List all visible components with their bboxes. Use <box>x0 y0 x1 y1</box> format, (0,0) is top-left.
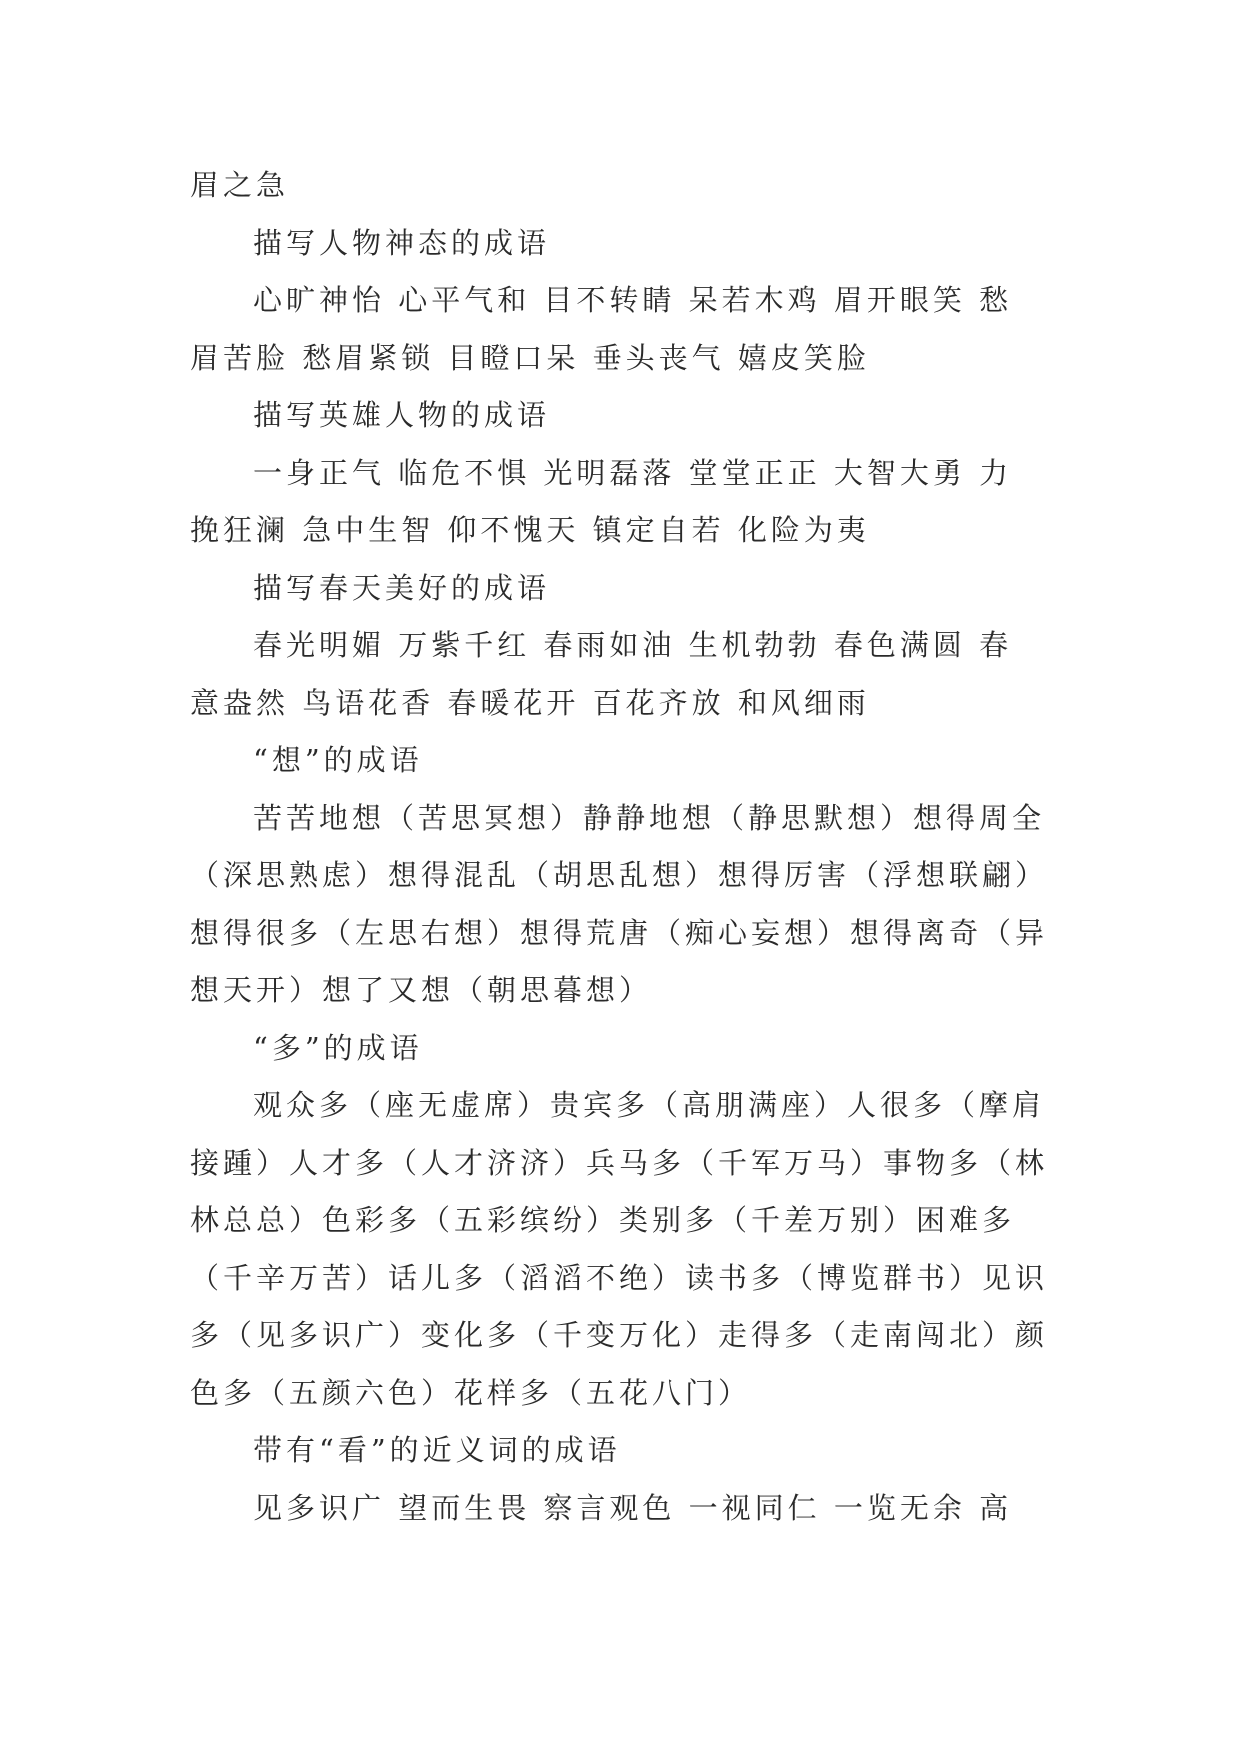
section-heading: 带有“看”的近义词的成语 <box>253 1433 621 1467</box>
text-line: 想得很多（左思右想）想得荒唐（痴心妄想）想得离奇（异 <box>190 915 1049 950</box>
section-heading: “想”的成语 <box>253 743 423 777</box>
text-line: （深思熟虑）想得混乱（胡思乱想）想得厉害（浮想联翩） <box>190 858 1049 892</box>
section-heading: 描写英雄人物的成语 <box>253 398 551 432</box>
text-line: 意盎然 鸟语花香 春暖花开 百花齐放 和风细雨 <box>190 685 870 720</box>
text-line: 心旷神怡 心平气和 目不转睛 呆若木鸡 眉开眼笑 愁 <box>253 283 1013 317</box>
section-heading: 描写春天美好的成语 <box>253 570 551 605</box>
text-line: 眉之急 <box>190 168 290 202</box>
text-line: 多（见多识广）变化多（千变万化）走得多（走南闯北）颜 <box>190 1318 1049 1352</box>
text-line: 一身正气 临危不惧 光明磊落 堂堂正正 大智大勇 力 <box>253 455 1013 490</box>
text-line: 观众多（座无虚席）贵宾多（高朋满座）人很多（摩肩 <box>253 1088 1046 1122</box>
section-heading: “多”的成语 <box>253 1030 423 1065</box>
section-heading: 描写人物神态的成语 <box>253 225 551 260</box>
text-line: （千辛万苦）话儿多（滔滔不绝）读书多（博览群书）见识 <box>190 1260 1049 1295</box>
text-line: 见多识广 望而生畏 察言观色 一视同仁 一览无余 高 <box>253 1490 1013 1525</box>
text-line: 色多（五颜六色）花样多（五花八门） <box>190 1375 752 1410</box>
text-line: 挽狂澜 急中生智 仰不愧天 镇定自若 化险为夷 <box>190 513 870 547</box>
text-line: 想天开）想了又想（朝思暮想） <box>190 973 653 1007</box>
text-line: 接踵）人才多（人才济济）兵马多（千军万马）事物多（林 <box>190 1145 1049 1180</box>
document-body <box>190 157 1050 1537</box>
text-line: 春光明媚 万紫千红 春雨如油 生机勃勃 春色满圆 春 <box>253 628 1013 662</box>
text-line: 苦苦地想（苦思冥想）静静地想（静思默想）想得周全 <box>253 800 1046 835</box>
text-line: 林总总）色彩多（五彩缤纷）类别多（千差万别）困难多 <box>190 1203 1016 1237</box>
text-line: 眉苦脸 愁眉紧锁 目瞪口呆 垂头丧气 嬉皮笑脸 <box>190 340 870 375</box>
